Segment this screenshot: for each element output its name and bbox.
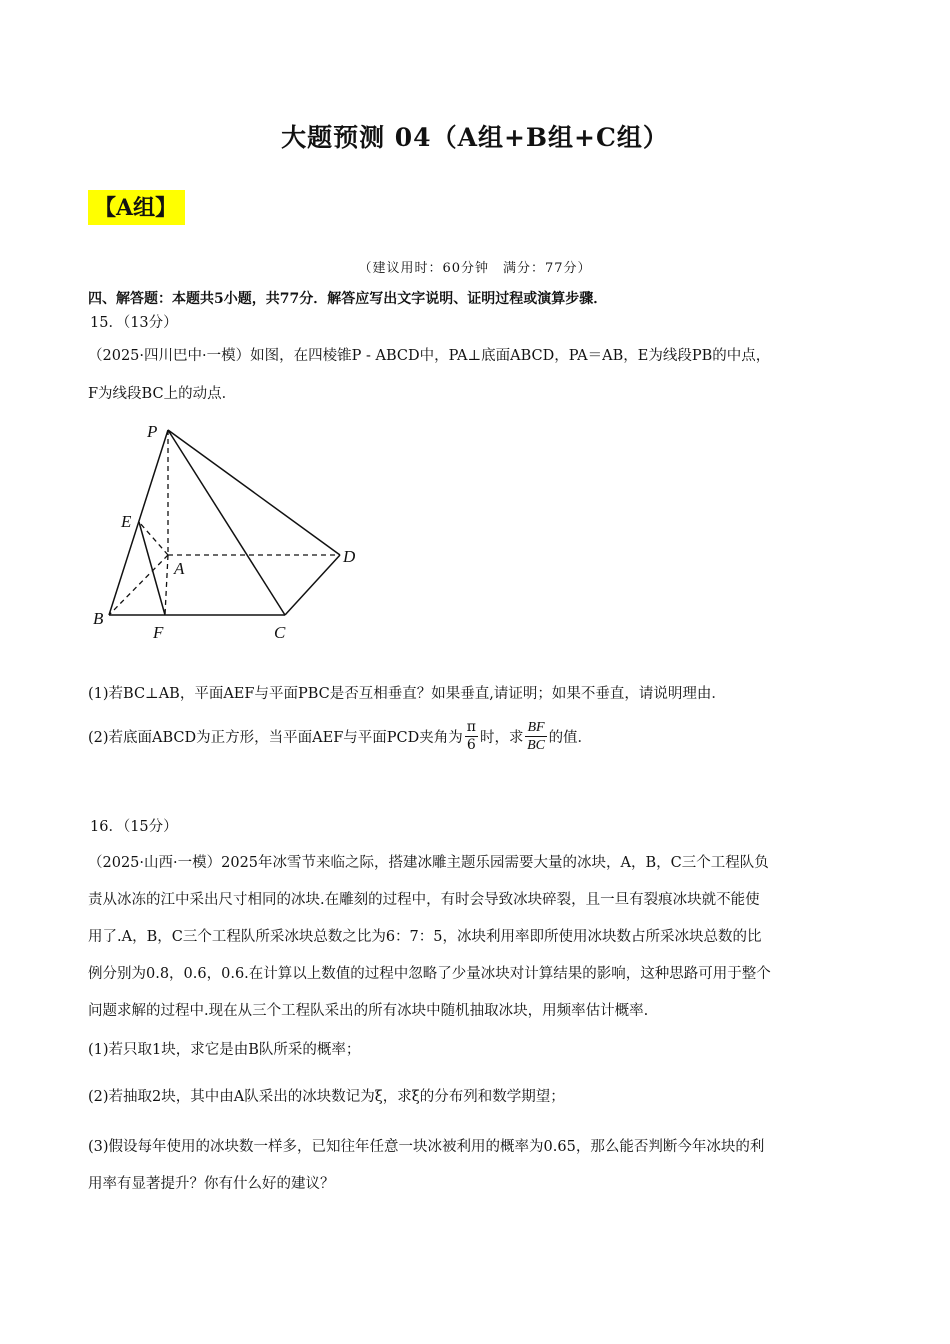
q16-line: 用了.A，B，C三个工程队所采冰块总数之比为6：7：5，冰块利用率即所使用冰块数占所采冰块总数的比 bbox=[88, 929, 762, 945]
q15-part2 bbox=[88, 716, 592, 756]
q16-number: 16．（15分） bbox=[90, 819, 178, 835]
q16-part3-line2: 用率有显著提升？你有什么好的建议？ bbox=[88, 1176, 335, 1192]
label-F: F bbox=[153, 623, 164, 642]
angle-denominator: 6 bbox=[466, 736, 476, 753]
label-A: A bbox=[174, 559, 185, 578]
q16-line: 责从冰冻的江中采出尺寸相同的冰块.在雕刻的过程中，有时会导致冰块碎裂，且一旦有裂痕冰块就不能使 bbox=[88, 892, 760, 908]
angle-fraction bbox=[465, 719, 478, 754]
ratio-fraction bbox=[525, 719, 546, 754]
edge-PC bbox=[168, 430, 285, 615]
label-C: C bbox=[274, 623, 286, 642]
label-B: B bbox=[93, 609, 104, 628]
label-E: E bbox=[121, 512, 132, 531]
time-hint: （建议用时：60分钟 满分：77分） bbox=[358, 261, 592, 276]
q16-part1: (1)若只取1块，求它是由B队所采的概率； bbox=[88, 1042, 361, 1058]
edge-CD bbox=[285, 555, 340, 615]
q15-part1: (1)若BC⊥AB，平面AEF与平面PBC是否互相垂直？如果垂直,请证明；如果不垂直，请说明理由． bbox=[88, 686, 726, 702]
section-heading: 四、解答题：本题共5小题，共77分．解答应写出文字说明、证明过程或演算步骤． bbox=[88, 291, 608, 307]
q15-number: 15．（13分） bbox=[90, 315, 178, 331]
q16-part3-line1: (3)假设每年使用的冰块数一样多，已知往年任意一块冰被利用的概率为0.65，那么能否判断今年冰块的利 bbox=[88, 1139, 765, 1155]
angle-numerator: π bbox=[466, 718, 476, 735]
edge-EF bbox=[139, 522, 165, 615]
ratio-denominator: BC bbox=[527, 737, 545, 753]
label-D: D bbox=[343, 547, 356, 566]
q15-part2-suffix: 的值． bbox=[548, 729, 593, 746]
edge-PD bbox=[168, 430, 340, 555]
ratio-numerator: BF bbox=[527, 719, 545, 735]
q15-part2-mid: 时，求 bbox=[479, 729, 524, 746]
q16-line: 例分别为0.8，0.6，0.6.在计算以上数值的过程中忽略了少量冰块对计算结果的影响，这种思路可用于整个 bbox=[88, 966, 771, 982]
q15-part2-prefix: (2)若底面ABCD为正方形，当平面AEF与平面PCD夹角为 bbox=[88, 729, 463, 746]
page-title: 大题预测 04（A组+B组+C组） bbox=[281, 123, 669, 152]
edge-AF bbox=[165, 555, 168, 615]
q15-stem-line2: F为线段BC上的动点． bbox=[88, 386, 237, 402]
q16-line: （2025·山西·一模）2025年冰雪节来临之际，搭建冰雕主题乐园需要大量的冰块，A，B，C三个工程队负 bbox=[88, 855, 769, 871]
q15-stem-line1: （2025·四川巴中·一模）如图，在四棱锥P - ABCD中，PA⊥底面ABCD，PA＝AB，E为线段PB的中点， bbox=[88, 348, 771, 364]
label-P: P bbox=[147, 422, 158, 441]
group-a-tag: 【A组】 bbox=[88, 190, 185, 225]
q16-part2: (2)若抽取2块，其中由A队采出的冰块数记为ξ，求ξ的分布列和数学期望； bbox=[88, 1089, 565, 1105]
pyramid-figure bbox=[85, 415, 375, 645]
q16-line: 问题求解的过程中.现在从三个工程队采出的所有冰块中随机抽取冰块，用频率估计概率. bbox=[88, 1003, 649, 1019]
